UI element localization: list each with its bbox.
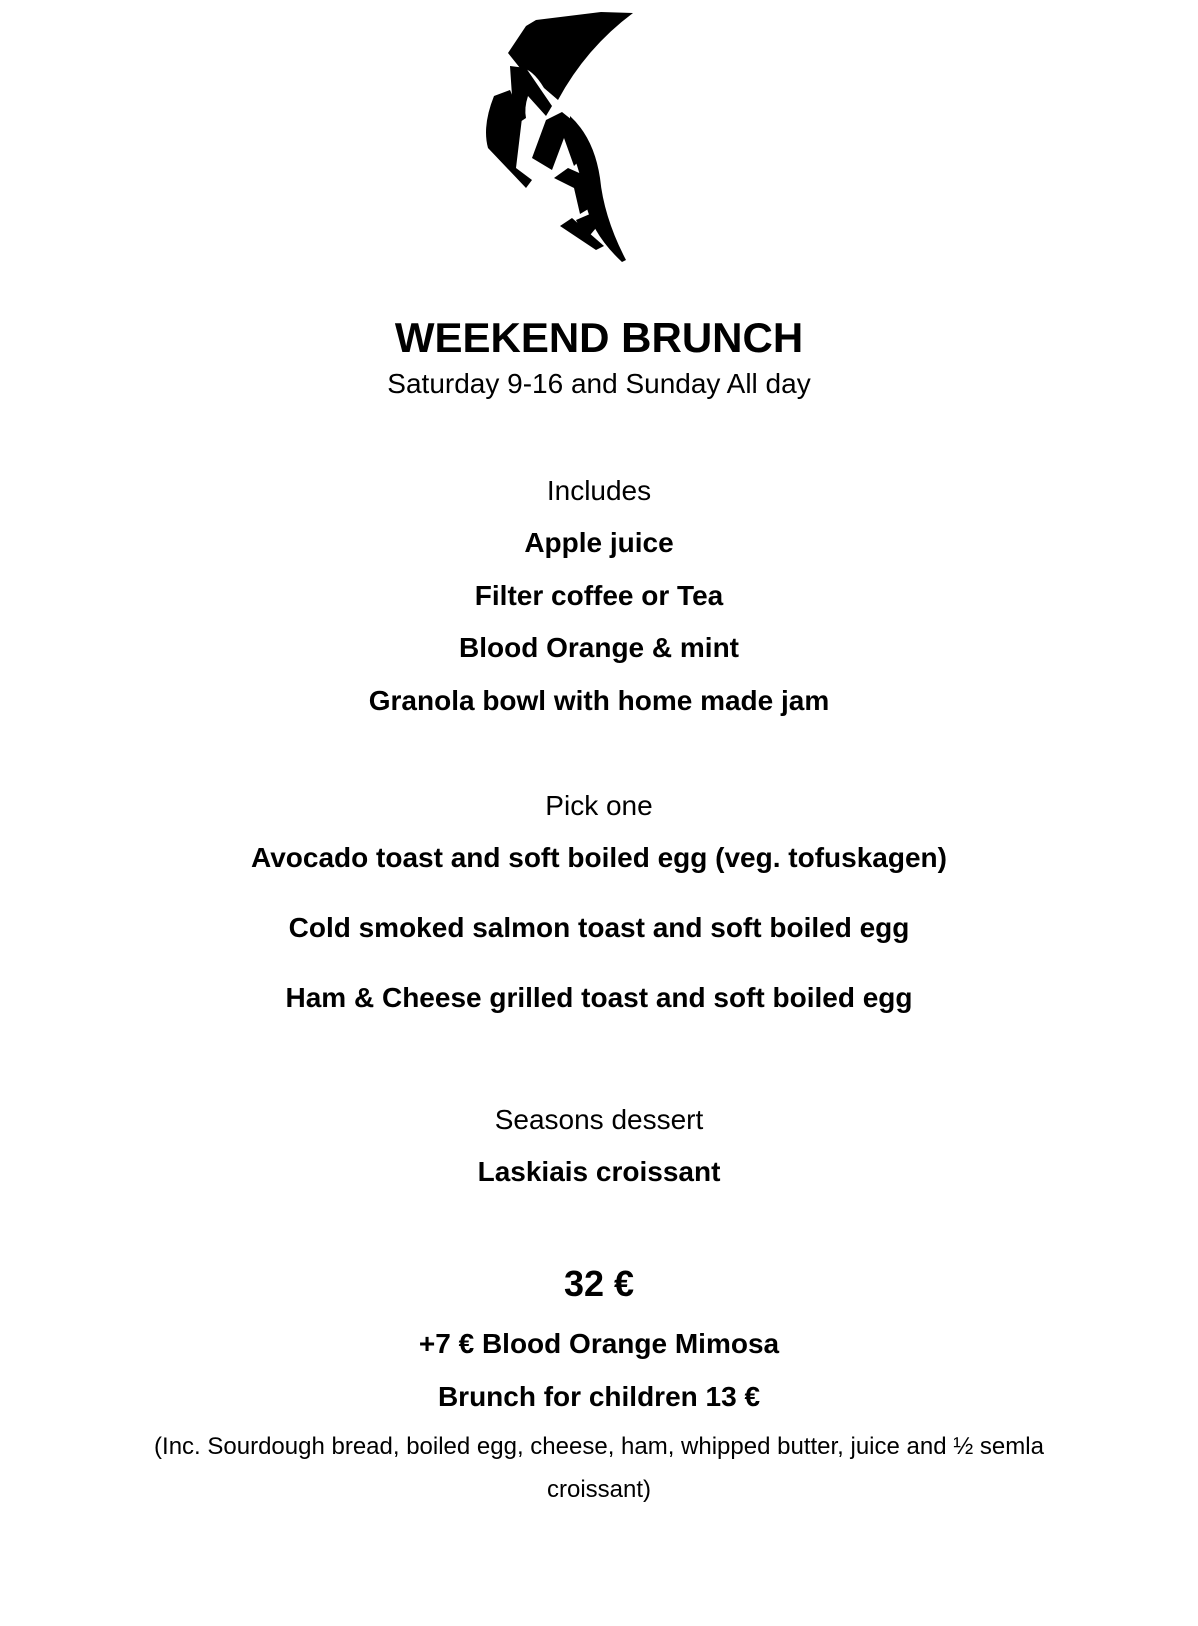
children-brunch-note: (Inc. Sourdough bread, boiled egg, cheese, ham, whipped butter, juice and ½ semla xyxy=(154,1433,1044,1460)
includes-label: Includes xyxy=(546,475,652,506)
dessert-label: Seasons dessert xyxy=(494,1104,704,1135)
pick-one-label: Pick one xyxy=(545,790,653,821)
includes-item: Blood Orange & mint xyxy=(459,632,739,663)
pick-one-item: Avocado toast and soft boiled egg (veg. tofuskagen) xyxy=(251,842,947,873)
includes-item: Granola bowl with home made jam xyxy=(368,685,830,716)
includes-item: Filter coffee or Tea xyxy=(474,580,724,611)
children-brunch-price: Brunch for children 13 € xyxy=(437,1381,761,1412)
pick-one-item: Ham & Cheese grilled toast and soft boiled egg xyxy=(285,982,913,1013)
includes-item: Apple juice xyxy=(524,527,674,558)
mimosa-addon: +7 € Blood Orange Mimosa xyxy=(418,1328,780,1359)
pick-one-item: Cold smoked salmon toast and soft boiled egg xyxy=(288,912,910,943)
restaurant-logo-icon xyxy=(476,8,666,273)
opening-hours: Saturday 9-16 and Sunday All day xyxy=(387,368,811,399)
children-brunch-note-cont: croissant) xyxy=(546,1476,652,1503)
brunch-price: 32 € xyxy=(563,1263,635,1304)
page-title: WEEKEND BRUNCH xyxy=(394,314,804,361)
dessert-item: Laskiais croissant xyxy=(477,1156,721,1187)
